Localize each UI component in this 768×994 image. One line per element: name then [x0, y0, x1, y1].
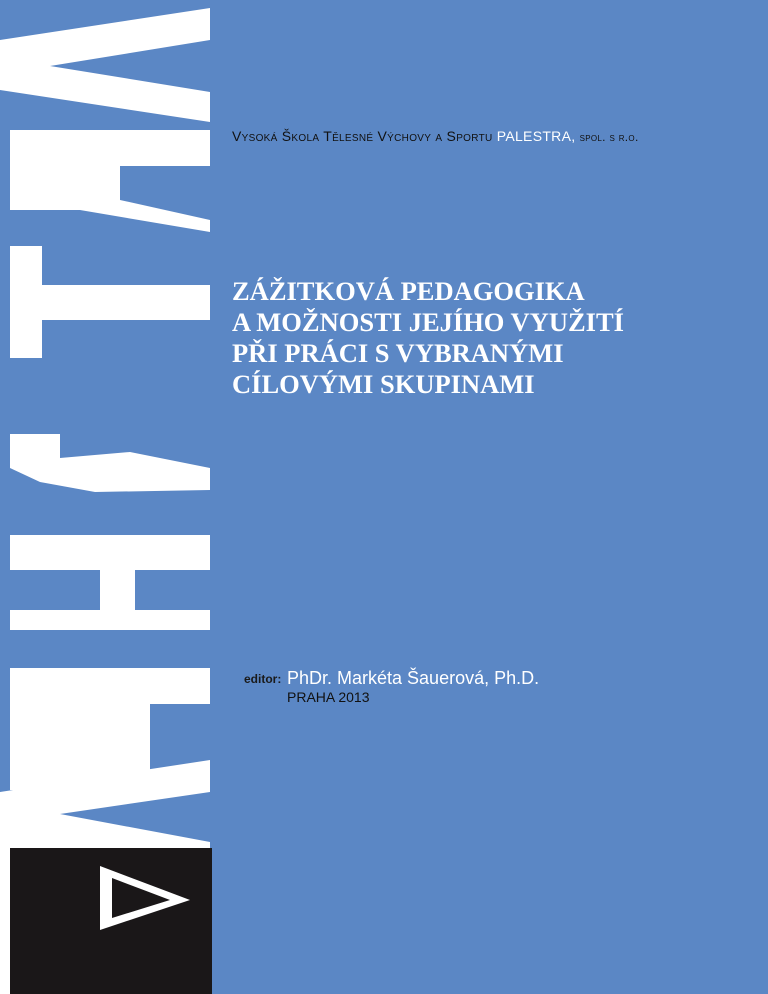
logo-letter-t [10, 246, 210, 358]
book-title [232, 276, 624, 400]
institution-line [232, 128, 639, 144]
editor-name: PhDr. Markéta Šauerová, Ph.D. [287, 668, 540, 688]
institution-name: Vysoká Škola Tělesné Výchovy a Sportu [232, 128, 493, 144]
book-title-line-1: ZÁŽITKOVÁ PEDAGOGIKA [232, 276, 585, 306]
logo-letters [0, 8, 210, 994]
institution-suffix: spol. s r.o. [579, 130, 639, 144]
book-title-line-2: A MOŽNOSTI JEJÍHO VYUŽITÍ [232, 307, 624, 337]
book-title-line-3: PŘI PRÁCI S VYBRANÝMI [232, 338, 564, 368]
palestra-logo [0, 0, 212, 994]
logo-letter-p-edge [0, 848, 10, 994]
logo-letter-e [10, 535, 210, 630]
place-year: PRAHA 2013 [287, 689, 370, 705]
logo-letter-s [10, 434, 210, 492]
logo-letter-a-top [0, 8, 210, 122]
editor-label: editor: [244, 672, 282, 686]
institution-brand: PALESTRA, [496, 128, 576, 144]
logo-letter-r [10, 130, 210, 232]
book-title-line-4: CÍLOVÝMI SKUPINAMI [232, 369, 535, 399]
